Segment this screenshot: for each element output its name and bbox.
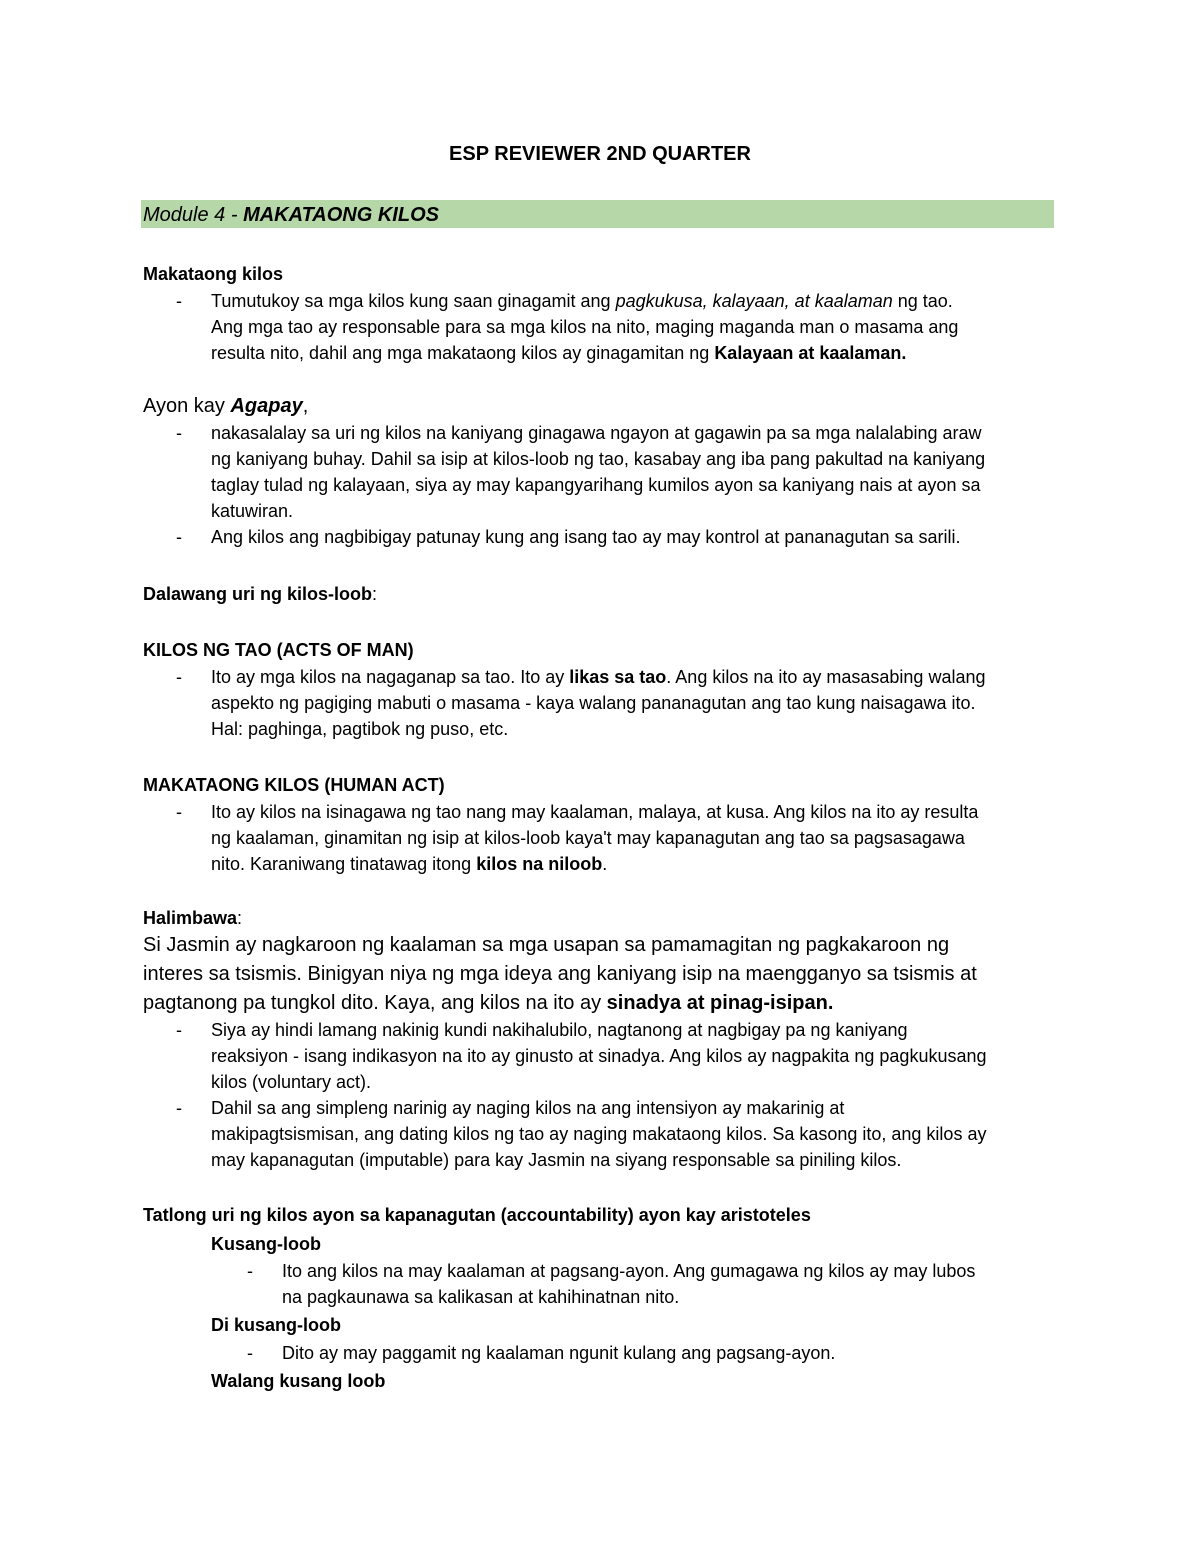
paragraph-line: katuwiran. — [211, 501, 294, 521]
paragraph-line — [211, 664, 986, 690]
paragraph-line: Ito ang kilos na may kaalaman at pagsang-ayon. Ang gumagawa ng kilos ay may lubos — [282, 1261, 976, 1281]
text-run: Ito ay mga kilos na nagaganap sa tao. Ito ay — [211, 667, 570, 687]
text-bold: sinadya at pinag-isipan. — [606, 992, 834, 1014]
bullet-dash: - — [176, 1098, 182, 1118]
text-run: ng tao. — [892, 291, 953, 311]
bullet-dash: - — [176, 423, 182, 443]
paragraph-line: reaksiyon - isang indikasyon na ito ay ginusto at sinadya. Ang kilos ay nagpakita ng pagkukusang — [211, 1046, 987, 1066]
paragraph-line: Hal: paghinga, pagtibok ng puso, etc. — [211, 719, 509, 739]
text-bold: kilos na niloob — [476, 854, 603, 874]
text-run: . Ang kilos na ito ay masasabing walang — [666, 667, 986, 687]
section-heading-makataong-kilos: Makataong kilos — [143, 264, 284, 284]
text-run: Tumutukoy sa mga kilos kung saan ginagamit ang — [211, 291, 616, 311]
subheading-di-kusang-loob: Di kusang-loob — [211, 1315, 341, 1335]
bullet-dash: - — [247, 1343, 253, 1363]
text-bold-italic: Agapay — [230, 395, 303, 417]
agapay-heading — [143, 393, 308, 419]
paragraph-line — [211, 288, 953, 314]
text-run: : — [237, 908, 243, 928]
text-italic: pagkukusa, kalayaan, at kaalaman — [615, 291, 893, 311]
module-heading — [143, 203, 439, 227]
section-heading-acts-of-man: KILOS NG TAO (ACTS OF MAN) — [143, 640, 414, 660]
subheading-walang-kusang-loob: Walang kusang loob — [211, 1371, 386, 1391]
paragraph-line — [211, 340, 906, 366]
paragraph-line: Ang mga tao ay responsable para sa mga kilos na nito, maging maganda man o masama ang — [211, 317, 959, 337]
text-bold: likas sa tao — [569, 667, 667, 687]
paragraph-line: aspekto ng pagiging mabuti o masama - kaya walang pananagutan ang tao kung naisagawa ito. — [211, 693, 976, 713]
paragraph-line: Ang kilos ang nagbibigay patunay kung ang isang tao ay may kontrol at pananagutan sa sarili. — [211, 527, 961, 547]
text-bold: Halimbawa — [143, 908, 238, 928]
section-heading-dalawang-uri — [143, 581, 377, 607]
paragraph-line: makipagtsismisan, ang dating kilos ng tao ay naging makataong kilos. Sa kasong ito, ang kilos ay — [211, 1124, 987, 1144]
subheading-kusang-loob: Kusang-loob — [211, 1234, 321, 1254]
text-run: nito. Karaniwang tinatawag itong — [211, 854, 477, 874]
bullet-dash: - — [247, 1261, 253, 1281]
bullet-dash: - — [176, 667, 182, 687]
paragraph-line: Ito ay kilos na isinagawa ng tao nang may kaalaman, malaya, at kusa. Ang kilos na ito ay resulta — [211, 802, 979, 822]
section-heading-human-act: MAKATAONG KILOS (HUMAN ACT) — [143, 775, 445, 795]
paragraph-line: kilos (voluntary act). — [211, 1072, 372, 1092]
section-heading-halimbawa — [143, 905, 242, 931]
text-run: Ayon kay — [143, 395, 231, 417]
paragraph-line: Dahil sa ang simpleng narinig ay naging kilos na ang intensiyon ay makarinig at — [211, 1098, 845, 1118]
paragraph-line: Dito ay may paggamit ng kaalaman ngunit kulang ang pagsang-ayon. — [282, 1343, 836, 1363]
text-run: . — [602, 854, 608, 874]
section-heading-tatlong-uri: Tatlong uri ng kilos ayon sa kapanagutan (accountability) ayon kay aristoteles — [143, 1205, 811, 1225]
text-bold: Kalayaan at kaalaman. — [714, 343, 907, 363]
paragraph-line: may kapanagutan (imputable) para kay Jasmin na siyang responsable sa piniling kilos. — [211, 1150, 902, 1170]
paragraph-line: Si Jasmin ay nagkaroon ng kaalaman sa mga usapan sa pamamagitan ng pagkakaroon ng — [143, 934, 950, 956]
paragraph-line: interes sa tsismis. Binigyan niya ng mga ideya ang kaniyang isip na maengganyo sa tsismis at — [143, 963, 977, 985]
bullet-dash: - — [176, 1020, 182, 1040]
paragraph-line — [211, 851, 607, 877]
paragraph-line: nakasalalay sa uri ng kilos na kaniyang ginagawa ngayon at gagawin pa sa mga nalalabing araw — [211, 423, 982, 443]
paragraph-line: ng kaniyang buhay. Dahil sa isip at kilos-loob ng tao, kasabay ang iba pang pakultad na kaniyang — [211, 449, 986, 469]
paragraph-line: taglay tulad ng kalayaan, siya ay may kapangyarihang kumilos ayon sa kaniyang nais at ayon sa — [211, 475, 981, 495]
paragraph-line: ng kaalaman, ginamitan ng isip at kilos-loob kaya't may kapanagutan ang tao sa pagsasagawa — [211, 828, 965, 848]
text-run: pagtanong pa tungkol dito. Kaya, ang kilos na ito ay — [143, 992, 607, 1014]
paragraph-line: na pagkaunawa sa kalikasan at kahihinatnan nito. — [282, 1287, 680, 1307]
paragraph-line — [143, 990, 833, 1016]
module-number: Module 4 - — [143, 204, 244, 226]
text-bold: Dalawang uri ng kilos-loob — [143, 584, 373, 604]
text-run: : — [372, 584, 378, 604]
paragraph-line: Siya ay hindi lamang nakinig kundi nakihalubilo, nagtanong at nagbigay pa ng kaniyang — [211, 1020, 908, 1040]
text-run: resulta nito, dahil ang mga makataong kilos ay ginagamitan ng — [211, 343, 715, 363]
bullet-dash: - — [176, 291, 182, 311]
text-run: , — [302, 395, 309, 417]
bullet-dash: - — [176, 802, 182, 822]
bullet-dash: - — [176, 527, 182, 547]
module-name: MAKATAONG KILOS — [243, 204, 439, 226]
document-title: ESP REVIEWER 2ND QUARTER — [449, 143, 751, 165]
